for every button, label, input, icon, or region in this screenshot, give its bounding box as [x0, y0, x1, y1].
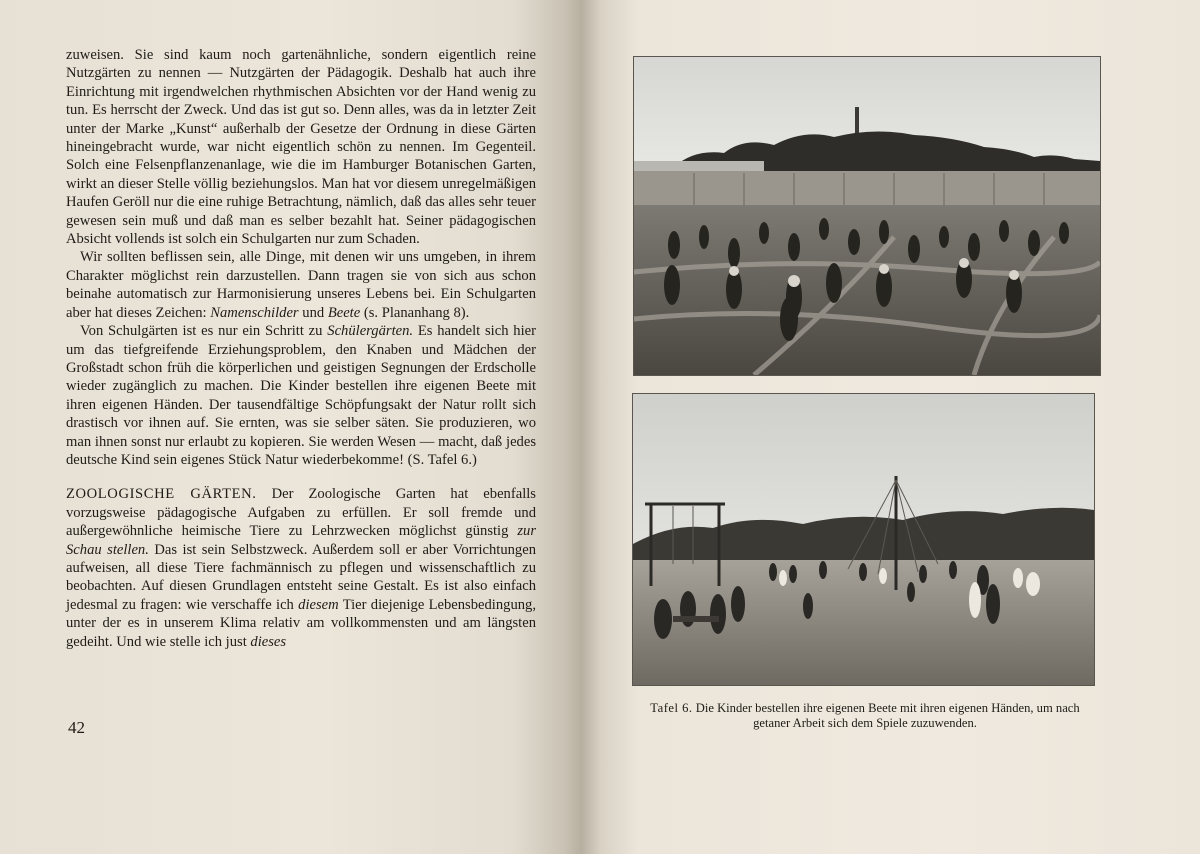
section-heading: ZOOLOGISCHE GÄRTEN. [66, 486, 257, 503]
text-segment: Wir sollten beflissen sein, alle Dinge, mit denen wir uns umgeben, in ihrem Charakter möglichst rein darzustellen. Dann tragen sie von sich aus schon beinahe automatisch zur Harmonisierung unseres Lebens bei. Ein Schulgarten aber hat dieses Zeichen: [66, 249, 536, 321]
italic-term: Namenschilder [210, 304, 299, 321]
body-text [66, 46, 536, 651]
italic-term: zur Schau stellen. [66, 523, 536, 558]
text-segment: Das ist sein Selbstzweck. Außerdem soll er aber Vorrichtungen aufweisen, all diese Tiere fachmännisch zu pflegen und wissenschaftlich zu beobachten. Auf diesen Grundlagen entsteht seine Gestalt. Es ist also einfach jedesmal zu fragen: wie verschaffe ich [66, 541, 536, 613]
text-segment: (s. Plananhang 8). [360, 304, 470, 321]
left-page [0, 0, 582, 854]
page-number: 42 [68, 718, 85, 737]
paragraph-2 [66, 248, 536, 322]
garden-photo-bottom [632, 393, 1095, 686]
garden-photo-top [633, 56, 1101, 376]
paragraph-4 [66, 485, 536, 651]
paragraph-1 [66, 46, 536, 248]
garden-work-image [634, 57, 1100, 375]
italic-term: dieses [250, 633, 287, 650]
text-segment: Der Zoologische Garten hat ebenfalls vorzugsweise pädagogische Aufgaben zu erfüllen. Er soll fremde und außergewöhnliche heimische Tiere zu Lehrzwecken möglichst günstig [66, 486, 536, 540]
caption-text: Die Kinder bestellen ihre eigenen Beete mit ihren eigenen Händen, um nach getaner Arbeit sich dem Spiele zuzuwenden. [695, 701, 1080, 730]
text-segment: und [298, 304, 328, 321]
italic-term: Beete [327, 304, 361, 321]
playground-image [633, 394, 1094, 685]
photo-caption [632, 701, 1098, 731]
italic-term: diesem [298, 596, 339, 613]
text-segment: Von Schulgärten ist es nur ein Schritt zu [80, 323, 328, 340]
caption-label: Tafel 6. [650, 701, 693, 715]
text-segment: Tier diejenige Lebensbedingung, unter der es in unserem Klima relativ am vollkommensten und am längsten gedeiht. Und wie stelle ich just [66, 596, 536, 650]
italic-term: Schülergärten. [327, 323, 414, 340]
text-segment: Es handelt sich hier um das tiefgreifende Erziehungsproblem, den Knaben und Mädchen der Großstadt schon früh die körperlichen und geistigen Segnungen der Erdscholle wieder zugänglich zu machen. Die Kinder bestellen ihre eigenen Beete mit ihren eigenen Händen. Der tausendfältige Schöpfungsakt der Natur rollt sich drastisch vor ihnen auf. Sie ernten, was sie selber säten. Sie produzieren, wo man ihnen sonst nur erlaubt zu kopieren. Sie werden Wesen — macht, daß jedes deutsche Kind sein eigenes Stück Natur wiederbekomme! (S. Tafel 6.) [66, 323, 537, 468]
paragraph-3 [66, 322, 536, 469]
text-segment: zuweisen. Sie sind kaum noch gartenähnliche, sondern eigentlich reine Nutzgärten zu nennen — Nutzgärten der Pädagogik. Deshalb hat auch ihre Einrichtung mit irgendwelchen rhythmischen Absichten vor der Hand wenig zu tun. Es herrscht der Zweck. Und das ist gut so. Denn alles, was da in letzter Zeit unter der Marke „Kunst“ außerhalb der Gesetze der Ordnung in diese Gärten hineingebracht wurde, war nicht eigentlich schön zu nennen. Im Gegenteil. Solch eine Felsenpflanzenanlage, wie die im Hamburger Botanischen Garten, wirkt an dieser Stelle völlig beziehungslos. Man hat vor diesem unregelmäßigen Haufen Geröll nur die eine ruhige Betrachtung, nämlich, daß das alles sehr teuer gewesen sein muß und daß man es selber bezahlt hat. Seiner pädagogischen Absicht vollends ist solch ein Schulgarten nur zum Schaden. [66, 47, 536, 248]
